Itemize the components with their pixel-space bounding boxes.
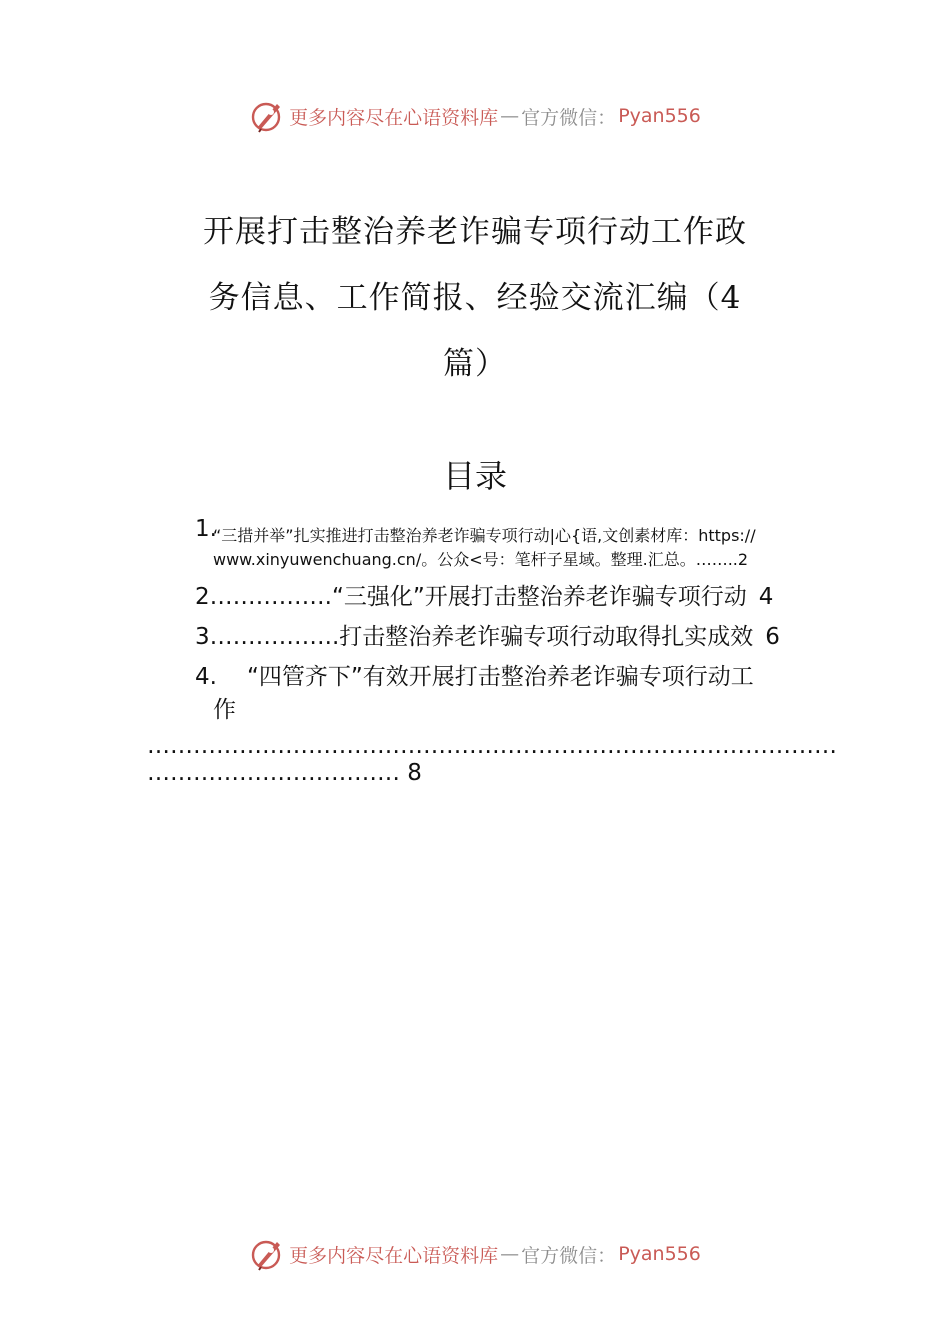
banner-wechat-label: 官方微信： <box>521 106 617 129</box>
banner-separator: — <box>500 105 520 127</box>
table-of-contents <box>195 516 845 723</box>
toc-entry-4-leader-line-1: ……………………………………………………………………………… <box>147 733 837 759</box>
toc-heading: 目录 <box>442 457 507 495</box>
toc-entry-page: 4 <box>758 584 774 610</box>
banner-text: 更多内容尽在心语资料库 <box>289 106 499 129</box>
toc-entry-leader: …………….. <box>209 624 340 650</box>
toc-entry-4-text-line-2: 作 <box>213 697 236 723</box>
toc-entry-number: 3 <box>195 624 210 650</box>
banner-wechat-label: 官方微信： <box>521 1244 617 1267</box>
toc-entry-leader: ……………. <box>209 584 332 610</box>
toc-entry-text: 打击整治养老诈骗专项行动取得扎实成效 <box>339 624 754 650</box>
toc-entry-number: 4. <box>195 664 217 690</box>
toc-entry-number: 1. <box>195 516 217 542</box>
toc-entry-number: 2 <box>195 584 210 610</box>
quill-logo-icon <box>249 1236 285 1272</box>
banner-text: 更多内容尽在心语资料库 <box>289 1244 499 1267</box>
document-title-line-3: 篇） <box>443 346 507 382</box>
toc-entry-page: 6 <box>765 624 780 650</box>
toc-entry-text-line-1: “四管齐下”有效开展打击整治养老诈骗专项行动工 <box>246 664 754 690</box>
toc-entry-2[interactable] <box>195 578 845 611</box>
header-banner <box>0 94 950 138</box>
document-title-line-2: 务信息、工作简报、经验交流汇编（4 <box>208 280 742 316</box>
toc-entry-text: “三强化”开展打击整治养老诈骗专项行动 <box>331 584 747 610</box>
footer-banner <box>0 1232 950 1276</box>
toc-entry-3[interactable] <box>195 618 845 651</box>
toc-entry-4-leader-line-2: …………………………… 8 <box>147 760 422 786</box>
toc-entry-text-line-1: “三措并举”扎实推进打击整治养老诈骗专项行动|心{语,文创素材库：https:// <box>213 526 756 545</box>
banner-wechat-id: Pyan556 <box>618 1243 701 1265</box>
banner-wechat-id: Pyan556 <box>618 105 701 127</box>
toc-entry-4[interactable] <box>195 658 845 691</box>
toc-entry-text-line-2: www.xinyuwenchuang.cn/。公众<号：笔杆子星域。整理.汇总。……..2 <box>213 550 749 569</box>
toc-entry-1[interactable] <box>195 516 845 576</box>
quill-logo-icon <box>249 98 285 134</box>
document-title-line-1: 开展打击整治养老诈骗专项行动工作政 <box>203 214 747 250</box>
banner-separator: — <box>500 1243 520 1265</box>
